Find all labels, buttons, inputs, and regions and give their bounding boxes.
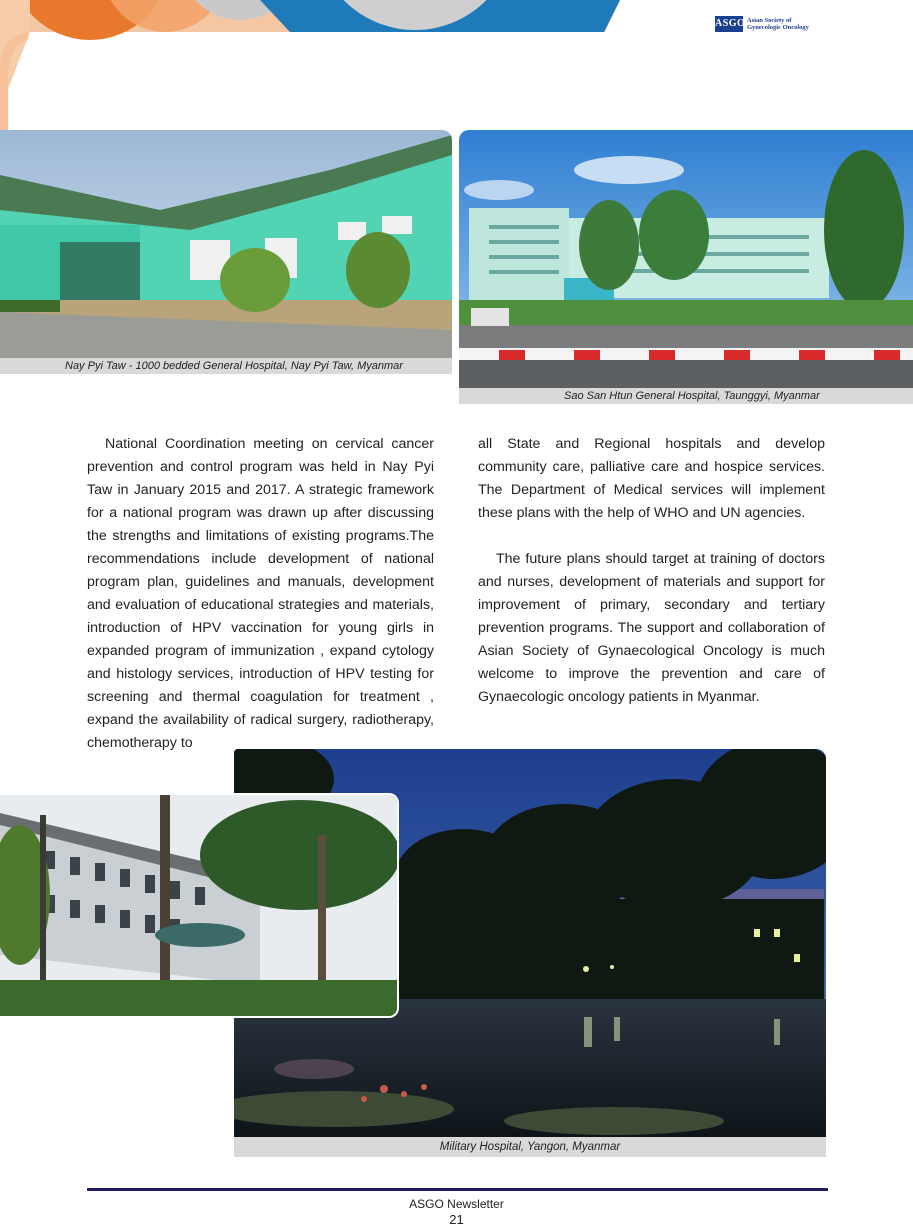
- logo-mark: ASGO: [715, 16, 743, 32]
- article-left-column: [87, 433, 434, 755]
- article-paragraph-1: National Coordination meeting on cervical cancer prevention and control program was held in Nay Pyi Taw in January 2015 and 2017. A strategic framework for a national program was drawn up after discussing the strengths and limitations of existing programs.The recommendations include development of national program plan, guidelines and manuals, development and evaluation of educational strategies and materials, introduction of HPV vaccination for young girls in expanded program of immunization , expand cytology and histology services, introduction of HPV testing for screening and thermal coagulation for treatment , expand the availability of radical surgery, radiotherapy, chemotherapy to: [87, 436, 434, 751]
- logo-text: [747, 17, 809, 32]
- article-right-column: [478, 433, 825, 709]
- article-paragraph-2: all State and Regional hospitals and develop community care, palliative care and hospice services. The Department of Medical services will implement these plans with the help of WHO and UN agencies.: [478, 436, 825, 521]
- photo-saosanhtun-hospital: [459, 130, 913, 388]
- logo-line-1: Asian Society of: [747, 16, 792, 24]
- page-number: 21: [449, 1212, 464, 1227]
- footer-rule: [87, 1188, 828, 1191]
- caption-top-right: Sao San Htun General Hospital, Taunggyi, Myanmar: [459, 388, 913, 404]
- article-paragraph-3: The future plans should target at training of doctors and nurses, development of materials and support for improvement of primary, secondary and tertiary prevention programs. The support and collaboration of Asian Society of Gynaecological Oncology is much welcome to improve the prevention and care of Gynaecologic oncology patients in Myanmar.: [478, 551, 825, 705]
- photo-naypyitaw-hospital: [0, 130, 452, 358]
- photo-military-hospital-building: [0, 793, 399, 1018]
- asgo-logo: [715, 16, 809, 32]
- caption-bottom: Military Hospital, Yangon, Myanmar: [234, 1137, 826, 1157]
- caption-top-left: Nay Pyi Taw - 1000 bedded General Hospital, Nay Pyi Taw, Myanmar: [0, 358, 452, 374]
- footer-title: ASGO Newsletter: [409, 1197, 504, 1211]
- logo-line-2: Gynecologic Oncology: [747, 24, 809, 31]
